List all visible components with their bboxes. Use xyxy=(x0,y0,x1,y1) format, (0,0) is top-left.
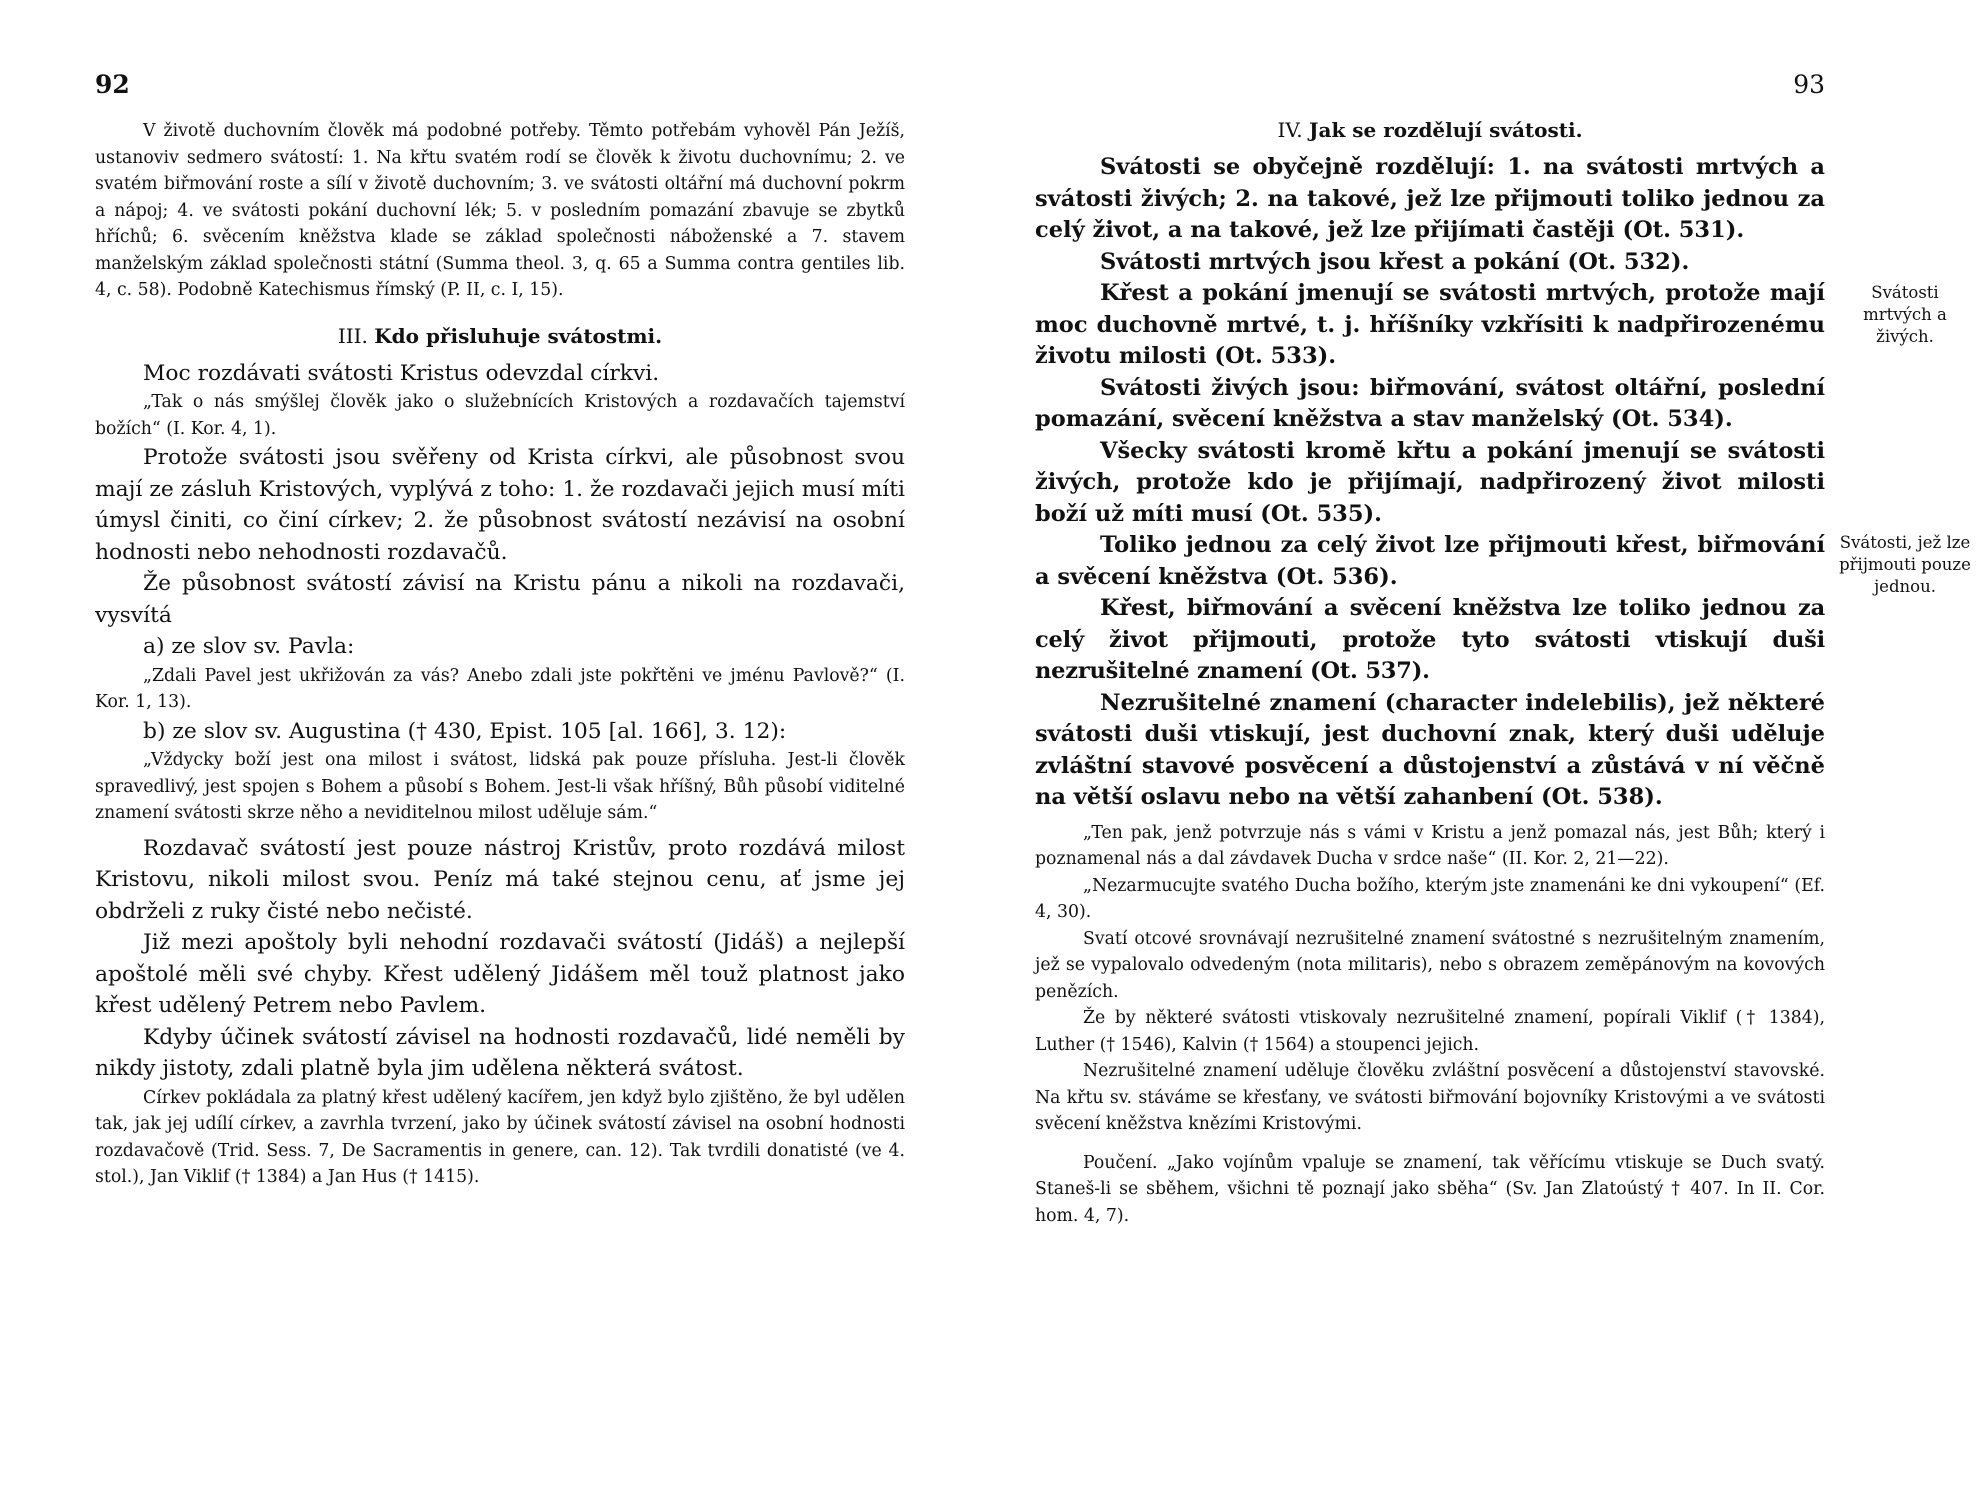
page-number: 92 xyxy=(95,70,130,99)
page-number: 93 xyxy=(1793,70,1825,99)
bold-paragraph: Nezrušitelné znamení (character indelebilis), jež některé svátosti duši vtiskují, jest duchovní znak, který duši uděluje zvláštní stavové posvěcení a důstojenství a zůstává v ní věčně na větší oslavu nebo na větší zahanbení (Ot. 538). xyxy=(1035,689,1825,810)
margin-note: Svátosti mrtvých a živých. xyxy=(1863,283,1947,346)
paragraph: Rozdavač svátostí jest pouze nástroj Kristův, proto rozdává milost Kristovu, nikoli milost svou. Peníz má také stejnou cenu, ať jsme jej obdrželi z ruky čisté nebo nečisté. xyxy=(95,835,905,924)
small-paragraph: Že by některé svátosti vtiskovaly nezrušitelné znamení, popírali Viklif († 1384), Luther († 1546), Kalvin († 1564) a stoupenci jejich. xyxy=(1035,1008,1825,1055)
section-heading-iii xyxy=(95,324,905,348)
bold-paragraph: Křest, biřmování a svěcení kněžstva lze toliko jednou za celý život přijmouti, protože tyto svátosti vtiskují duši nezrušitelné znamení (Ot. 537). xyxy=(1035,595,1825,684)
paragraph: Již mezi apoštoly byli nehodní rozdavači svátostí (Jidáš) a nejlepší apoštolé měli své chyby. Křest udělený Jidášem měl touž platnost jako křest udělený Petrem nebo Pavlem. xyxy=(95,930,905,1018)
small-paragraph: Církev pokládala za platný křest udělený kacířem, jen když bylo zjištěno, že byl udělen tak, jak jej udílí církev, a zavrhla tvrzení, jako by účinek svátostí závisel na osobní hodnosti rozdavačově (Trid. Sess. 7, De Sacramentis in genere, can. 12). Tak tvrdili donatisté (ve 4. stol.), Jan Viklif († 1384) a Jan Hus († 1415). xyxy=(95,1087,905,1187)
quote: „Tak o nás smýšlej člověk jako o služebnících Kristových a rozdavačích tajemství božích“ (I. Kor. 4, 1). xyxy=(95,392,905,439)
paragraph: Kdyby účinek svátostí závisel na hodnosti rozdavačů, lidé neměli by nikdy jistoty, zdali platně byla jim udělena některá svátost. xyxy=(95,1024,905,1081)
right-column xyxy=(1035,118,1971,1229)
quote: „Ten pak, jenž potvrzuje nás s vámi v Kristu a jenž pomazal nás, jest Bůh; který i poznamenal nás a dal závdavek Ducha v srdce naše“ (II. Kor. 2, 21—22). xyxy=(1035,822,1825,869)
section-heading-iv xyxy=(1035,118,1825,142)
heading-number: IV. xyxy=(1277,118,1303,142)
small-paragraph: Nezrušitelné znamení uděluje člověku zvláštní posvěcení a důstojenství stavovské. Na křtu sv. stáváme se křesťany, ve svátosti biřmování bojovníky Kristovými a ve svátosti svěcení kněžstva knězími Kristovými. xyxy=(1035,1061,1825,1134)
quote: „Nezarmucujte svatého Ducha božího, kterým jste znamenáni ke dni vykoupení“ (Ef. 4, 30). xyxy=(1035,875,1825,922)
paragraph: Protože svátosti jsou svěřeny od Krista církvi, ale působnost svou mají ze zásluh Kristových, vyplývá z toho: 1. že rozdavači jejich musí míti úmysl činiti, co činí církev; 2. že působnost svátostí nezávisí na osobní hodnosti nebo nehodnosti rozdavačů. xyxy=(95,445,905,565)
heading-text: Jak se rozdělují svátosti. xyxy=(1309,118,1583,142)
left-column xyxy=(95,118,905,1191)
bold-paragraph: Všecky svátosti kromě křtu a pokání jmenují se svátosti živých, protože kdo je přijímají, nadpřirozený život milosti boží už míti musí (Ot. 535). xyxy=(1035,437,1825,527)
paragraph: Moc rozdávati svátosti Kristus odevzdal církvi. xyxy=(143,360,660,386)
bold-paragraph: Toliko jednou za celý život lze přijmouti křest, biřmování a svěcení kněžstva (Ot. 536). xyxy=(1035,532,1825,590)
bold-paragraph: Svátosti se obyčejně rozdělují: 1. na svátosti mrtvých a svátosti živých; 2. na takové, jež lze přijmouti toliko jednou za celý život, a na takové, jež lze přijímati častěji (Ot. 531). xyxy=(1035,154,1825,243)
margin-note: Svátosti, jež lze přijmouti pouze jednou. xyxy=(1839,533,1971,596)
list-item-b: b) ze slov sv. Augustina († 430, Epist. 105 [al. 166], 3. 12): xyxy=(143,718,787,744)
paragraph: Že působnost svátostí závisí na Kristu pánu a nikoli na rozdavači, vysvítá xyxy=(95,571,905,628)
heading-text: Kdo přisluhuje svátostmi. xyxy=(374,323,663,348)
small-paragraph: Svatí otcové srovnávají nezrušitelné znamení svátostné s nezrušitelným znamením, jež se vypalovalo odvedeným (nota militaris), nebo s obrazem zeměpánovým na kovových penězích. xyxy=(1035,928,1825,1002)
list-item-a: a) ze slov sv. Pavla: xyxy=(143,634,355,659)
bold-paragraph: Křest a pokání jmenují se svátosti mrtvých, protože mají moc duchovně mrtvé, t. j. hříšníky vzkřísiti k nadpřirozenému životu milosti (Ot. 533). xyxy=(1035,280,1825,369)
quote: „Vždycky boží jest ona milost i svátost, lidská pak pouze přísluha. Jest-li člověk spravedlivý, jest spojen s Bohem a působí s Bohem. Jest-li však hříšný, Bůh působí viditelné znamení svátosti skrze něho a neviditelnou milost uděluje sám.“ xyxy=(95,750,905,823)
heading-number: III. xyxy=(337,323,368,348)
bold-paragraph: Svátosti živých jsou: biřmování, svátost oltářní, poslední pomazání, svěcení kněžstva a stav manželský (Ot. 534). xyxy=(1035,374,1825,432)
lesson-paragraph: Poučení. „Jako vojínům vpaluje se znamení, tak věřícímu vtiskuje se Duch svatý. Staneš-li se sběhem, všichni tě poznají jako sběha“ (Sv. Jan Zlatoústý † 407. In II. Cor. hom. 4, 7). xyxy=(1035,1152,1825,1226)
intro-paragraph: V životě duchovním člověk má podobné potřeby. Těmto potřebám vyhověl Pán Ježíš, ustanoviv sedmero svátostí: 1. Na křtu svatém rodí se člověk k životu duchovnímu; 2. ve svatém biřmování roste a sílí v životě duchovním; 3. ve svátosti oltářní má duchovní pokrm a nápoj; 4. ve svátosti pokání duchovní lék; 5. v posledním pomazání zbavuje se zbytků hříchů; 6. svěcením kněžstva klade se základ společnosti náboženské a 7. stavem manželským základ společnosti státní (Summa theol. 3, q. 65 a Summa contra gentiles lib. 4, c. 58). Podobně Katechismus římský (P. II, c. I, 15). xyxy=(95,121,905,300)
quote: „Zdali Pavel jest ukřižován za vás? Anebo zdali jste pokřtěni ve jménu Pavlově?“ (I. Kor. 1, 13). xyxy=(95,665,905,712)
bold-paragraph: Svátosti mrtvých jsou křest a pokání (Ot. 532). xyxy=(1100,248,1690,275)
